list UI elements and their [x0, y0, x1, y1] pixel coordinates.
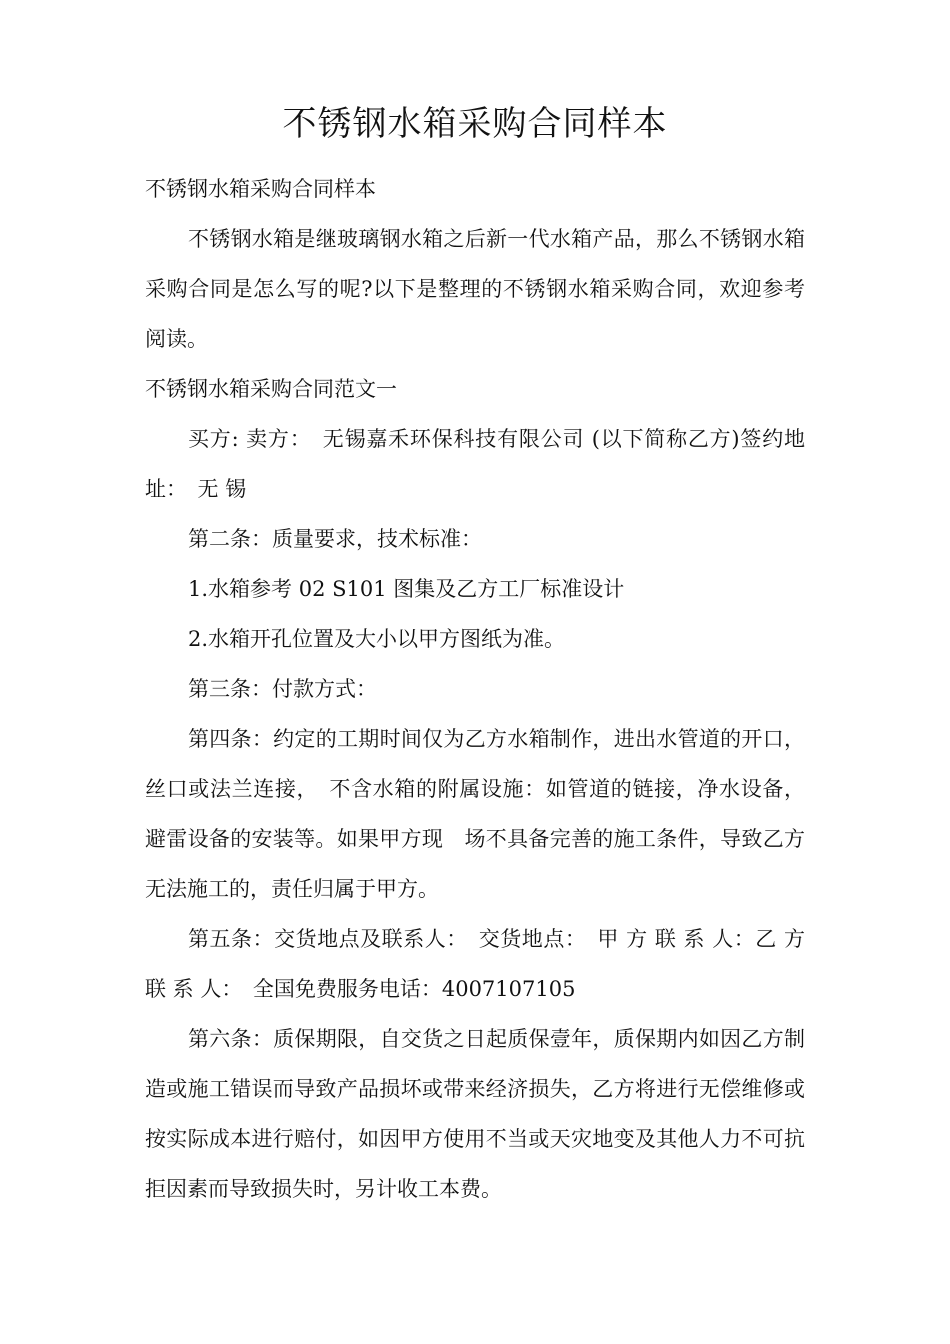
paragraph-article-4: 第四条：约定的工期时间仅为乙方水箱制作，进出水管道的开口，丝口或法兰连接， 不含水箱的附属设施：如管道的链接，净水设备，避雷设备的安装等。如果甲方现 场不具备完善的施工条件，导致乙方无法施工的，责任归属于甲方。	[145, 727, 805, 901]
paragraph-item-2: 2.水箱开孔位置及大小以甲方图纸为准。	[188, 627, 566, 651]
document-title: 不锈钢水箱采购合同样本	[282, 104, 668, 144]
paragraph-article-6: 第六条：质保期限，自交货之日起质保壹年，质保期内如因乙方制造或施工错误而导致产品损坏或带来经济损失，乙方将进行无偿维修或按实际成本进行赔付，如因甲方使用不当或天灾地变及其他人力不可抗拒因素而导致损失时，另计收工本费。	[145, 1027, 805, 1201]
paragraph-intro: 不锈钢水箱是继玻璃钢水箱之后新一代水箱产品，那么不锈钢水箱采购合同是怎么写的呢?以下是整理的不锈钢水箱采购合同，欢迎参考阅读。	[145, 227, 805, 351]
paragraph-subtitle: 不锈钢水箱采购合同样本	[145, 177, 376, 201]
paragraph-sample-heading: 不锈钢水箱采购合同范文一	[145, 377, 397, 401]
paragraph-parties: 买方: 卖方： 无锡嘉禾环保科技有限公司 (以下简称乙方)签约地址： 无 锡	[145, 427, 805, 501]
paragraph-article-3: 第三条：付款方式：	[188, 677, 377, 701]
paragraph-item-1: 1.水箱参考 02 S101 图集及乙方工厂标准设计	[188, 577, 625, 601]
document-body	[145, 164, 805, 1214]
paragraph-article-5: 第五条：交货地点及联系人： 交货地点： 甲 方 联 系 人：乙 方 联 系 人： 全国免费服务电话：4007107105	[145, 927, 805, 1001]
paragraph-article-2: 第二条：质量要求，技术标准：	[188, 527, 482, 551]
